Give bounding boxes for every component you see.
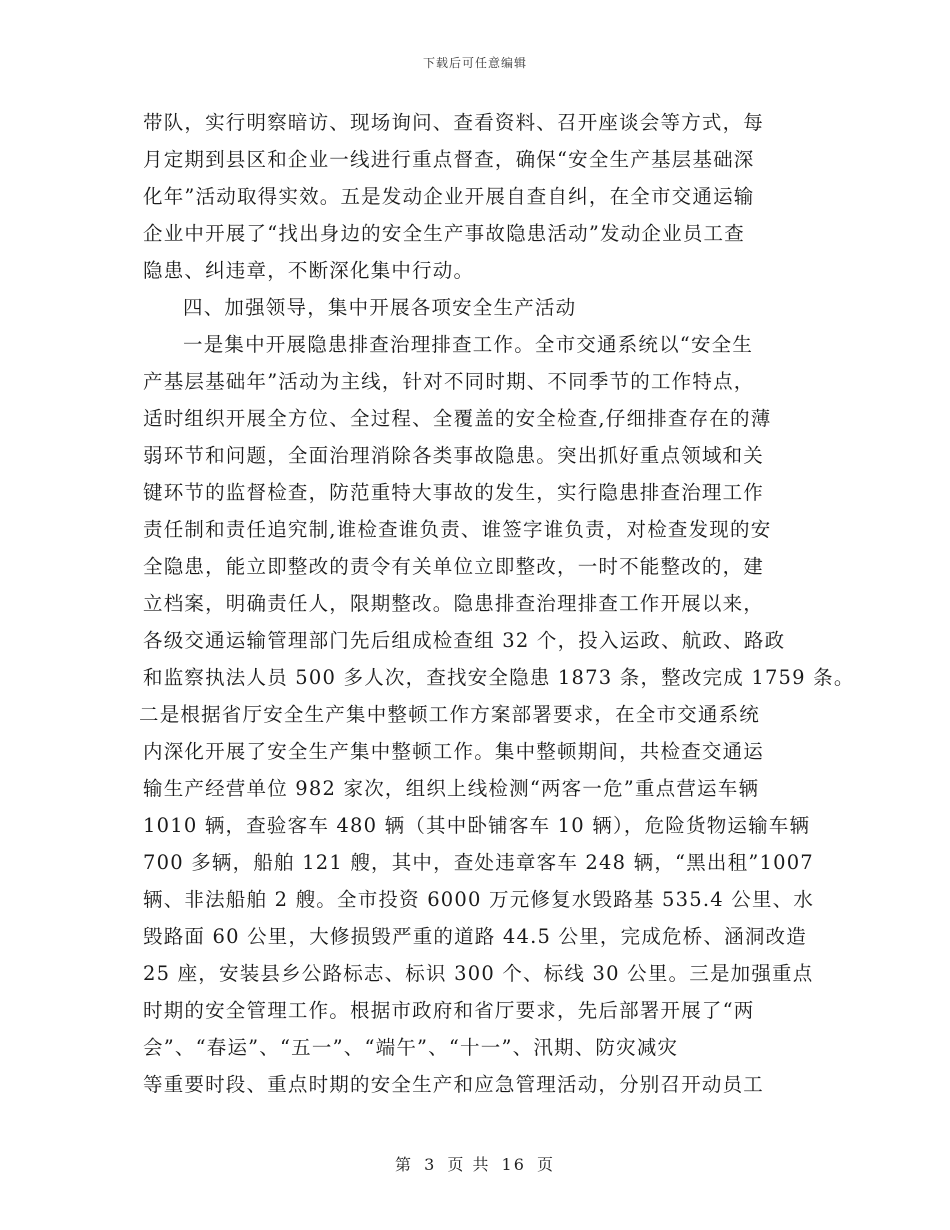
- text-line-20: 1010 辆，查验客车 480 辆（其中卧铺客车 10 辆），危险货物运输车辆: [143, 814, 811, 837]
- page-footer: [0, 1152, 950, 1175]
- text-line-8: 产基层基础年”活动为主线，针对不同时期、不同季节的工作特点，: [143, 370, 755, 393]
- page-footer-middle: 页 共: [447, 1155, 491, 1174]
- current-page-number: 3: [424, 1155, 437, 1174]
- text-line-5: 隐患、纠违章，不断深化集中行动。: [143, 259, 475, 282]
- text-line-2: 月定期到县区和企业一线进行重点督查，确保“安全生产基层基础深: [143, 148, 755, 171]
- section-heading: 四、加强领导，集中开展各项安全生产活动: [183, 296, 577, 319]
- page-footer-prefix: 第: [394, 1155, 413, 1174]
- header-note: 下载后可任意编辑: [422, 56, 527, 70]
- text-line-26: 会”、“春运”、“五一”、“端午”、“十一”、汛期、防灾减灾: [143, 1036, 679, 1059]
- text-line-15: 各级交通运输管理部门先后组成检查组 32 个，投入运政、航政、路政: [143, 629, 786, 652]
- document-body: [139, 104, 855, 1103]
- text-line-1: 带队，实行明察暗访、现场询问、查看资料、召开座谈会等方式，每: [143, 111, 765, 134]
- text-line-24: 25 座，安装县乡公路标志、标识 300 个、标线 30 公里。三是加强重点: [143, 962, 814, 985]
- text-line-17: 二是根据省厅安全生产集中整顿工作方案部署要求，在全市交通系统: [139, 703, 761, 726]
- text-line-11: 键环节的监督检查，防范重特大事故的发生，实行隐患排查治理工作: [143, 481, 765, 504]
- text-line-18: 内深化开展了安全生产集中整顿工作。集中整顿期间，共检查交通运: [143, 740, 765, 763]
- text-line-13: 全隐患，能立即整改的责令有关单位立即整改，一时不能整改的，建: [143, 555, 765, 578]
- page-footer-suffix: 页: [537, 1155, 556, 1174]
- text-line-10: 弱环节和问题，全面治理消除各类事故隐患。突出抓好重点领域和关: [143, 444, 765, 467]
- text-line-9: 适时组织开展全方位、全过程、全覆盖的安全检查,仔细排查存在的薄: [143, 407, 772, 430]
- text-line-25: 时期的安全管理工作。根据市政府和省厅要求，先后部署开展了“两: [143, 999, 755, 1022]
- text-line-21: 700 多辆，船舶 121 艘，其中，查处违章客车 248 辆，“黑出租”1007: [143, 851, 814, 874]
- text-line-27: 等重要时段、重点时期的安全生产和应急管理活动，分别召开动员工: [143, 1073, 765, 1096]
- text-line-3: 化年”活动取得实效。五是发动企业开展自查自纠，在全市交通运输: [143, 185, 755, 208]
- text-line-12: 责任制和责任追究制,谁检查谁负责、谁签字谁负责，对检查发现的安: [143, 518, 772, 541]
- text-line-16: 和监察执法人员 500 多人次，查找安全隐患 1873 条，整改完成 1759 条。: [143, 666, 855, 689]
- text-line-14: 立档案，明确责任人，限期整改。隐患排查治理排查工作开展以来，: [143, 592, 765, 615]
- text-line-4: 企业中开展了“找出身边的安全生产事故隐患活动”发动企业员工查: [143, 222, 745, 245]
- text-line-19: 输生产经营单位 982 家次，组织上线检测“两客一危”重点营运车辆: [143, 777, 760, 800]
- total-page-count: 16: [501, 1155, 526, 1174]
- text-line-23: 毁路面 60 公里，大修损毁严重的道路 44.5 公里，完成危桥、涵洞改造: [143, 925, 807, 948]
- text-line-22: 辆、非法船舶 2 艘。全市投资 6000 万元修复水毁路基 535.4 公里、水: [143, 888, 815, 911]
- text-line-7: 一是集中开展隐患排查治理排查工作。全市交通系统以“安全生: [183, 333, 754, 356]
